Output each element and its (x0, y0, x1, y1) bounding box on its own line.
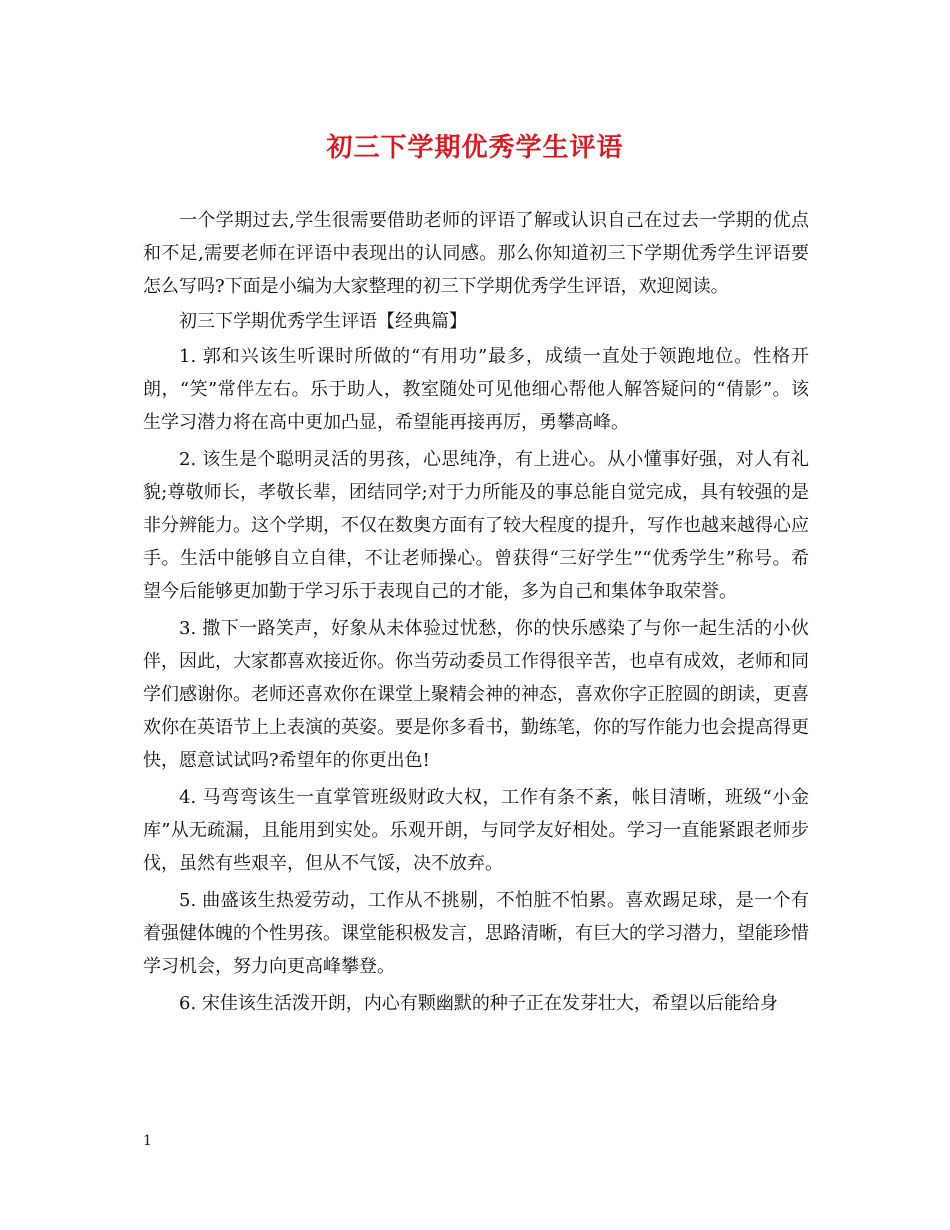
comment-paragraph-1: 1. 郭和兴该生听课时所做的“有用功”最多，成绩一直处于领跑地位。性格开朗，“笑”常伴左右。乐于助人，教室随处可见他细心帮他人解答疑问的“倩影”。该生学习潜力将在高中更加凸显，希望能再接再厉，勇攀高峰。 (143, 346, 809, 433)
comment-paragraph-5: 5. 曲盛该生热爱劳动，工作从不挑剔，不怕脏不怕累。喜欢踢足球，是一个有着强健体魄的个性男孩。课堂能积极发言，思路清晰，有巨大的学习潜力，望能珍惜学习机会，努力向更高峰攀登。 (143, 890, 809, 977)
document-body (143, 204, 809, 1024)
comment-paragraph-6: 6. 宋佳该生活泼开朗，内心有颗幽默的种子正在发芽壮大，希望以后能给身 (179, 993, 778, 1014)
intro-paragraph: 一个学期过去,学生很需要借助老师的评语了解或认识自己在过去一学期的优点和不足,需要老师在评语中表现出的认同感。那么你知道初三下学期优秀学生评语要怎么写吗?下面是小编为大家整理的初三下学期优秀学生评语，欢迎阅读。 (143, 210, 809, 297)
section-heading: 初三下学期优秀学生评语【经典篇】 (179, 311, 467, 332)
comment-paragraph-3: 3. 撒下一路笑声，好象从未体验过忧愁，你的快乐感染了与你一起生活的小伙伴，因此，大家都喜欢接近你。你当劳动委员工作得很辛苦，也卓有成效，老师和同学们感谢你。老师还喜欢你在课堂上聚精会神的神态，喜欢你字正腔圆的朗读，更喜欢你在英语节上上表演的英姿。要是你多看书，勤练笔，你的写作能力也会提高得更快，愿意试试吗?希望年的你更出色! (143, 618, 809, 771)
comment-paragraph-2: 2. 该生是个聪明灵活的男孩，心思纯净，有上进心。从小懂事好强，对人有礼貌;尊敬师长，孝敬长辈，团结同学;对于力所能及的事总能自觉完成，具有较强的是非分辨能力。这个学期，不仅在数奥方面有了较大程度的提升，写作也越来越得心应手。生活中能够自立自律，不让老师操心。曾获得“三好学生”“优秀学生”称号。希望今后能够更加勤于学习乐于表现自己的才能，多为自己和集体争取荣誉。 (143, 449, 809, 602)
page-number: 1 (143, 1133, 152, 1149)
document-title: 初三下学期优秀学生评语 (326, 133, 624, 163)
comment-paragraph-4: 4. 马弯弯该生一直掌管班级财政大权，工作有条不紊，帐目清晰，班级“小金库”从无疏漏，且能用到实处。乐观开朗，与同学友好相处。学习一直能紧跟老师步伐，虽然有些艰辛，但从不气馁，决不放弃。 (143, 787, 809, 874)
